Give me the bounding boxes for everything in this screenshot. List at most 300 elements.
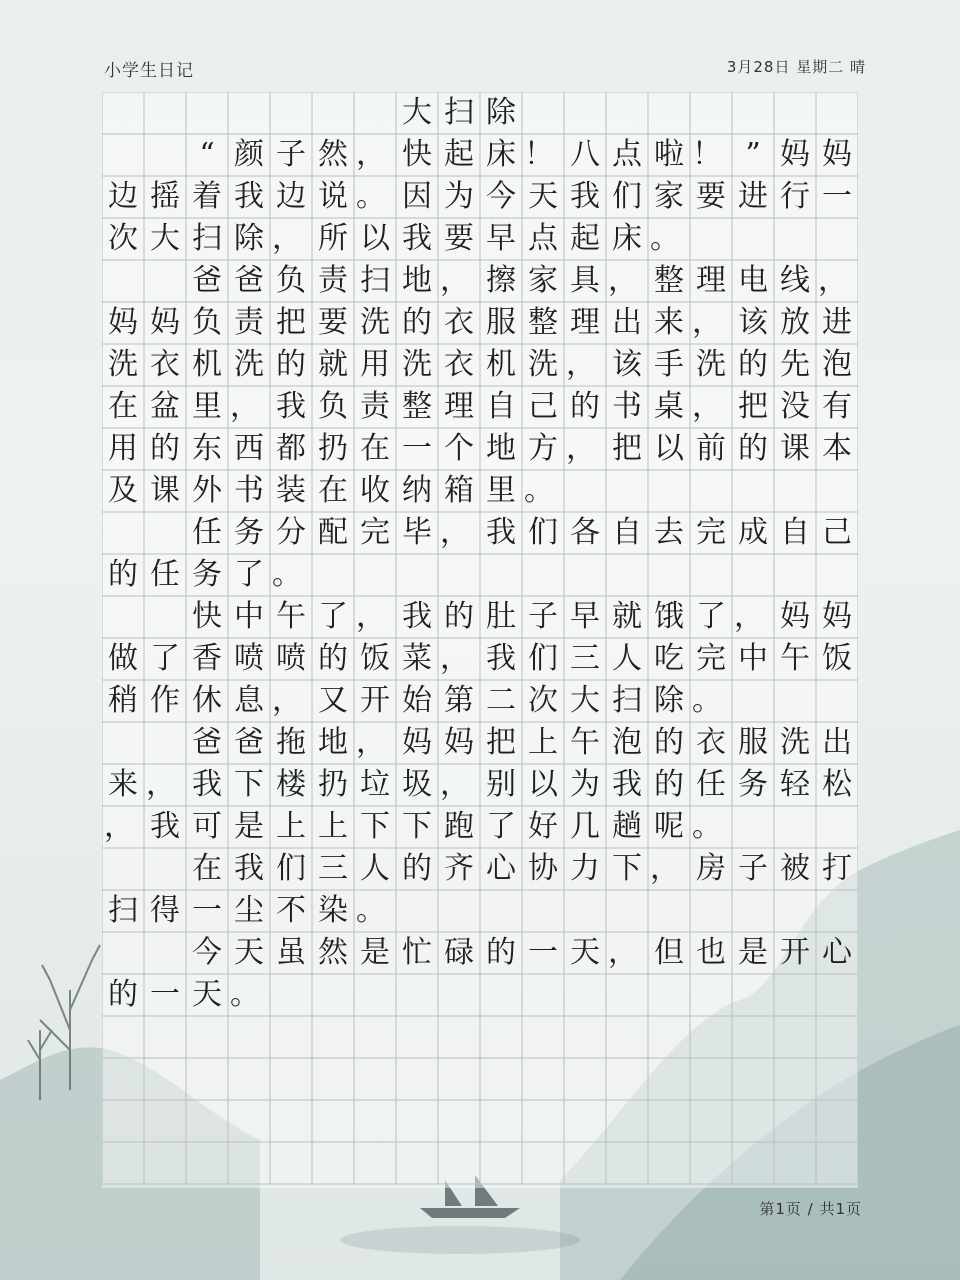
- essay-char: 泡: [612, 725, 642, 760]
- essay-char: 的: [108, 557, 138, 592]
- essay-char: 纳: [402, 473, 432, 508]
- essay-char: 及: [108, 473, 138, 508]
- essay-char: 们: [276, 851, 306, 886]
- essay-char: ，: [650, 851, 680, 886]
- essay-char: 务: [192, 557, 222, 592]
- essay-char: 们: [612, 179, 642, 214]
- essay-char: 边: [108, 179, 138, 214]
- essay-char: 休: [192, 683, 222, 718]
- essay-char: 一: [192, 893, 222, 928]
- essay-char: 成: [738, 515, 768, 550]
- essay-char: 爸: [192, 725, 222, 760]
- essay-char: 做: [108, 641, 138, 676]
- essay-char: 。: [650, 221, 680, 256]
- essay-char: 下: [234, 767, 264, 802]
- essay-char: ，: [818, 263, 848, 298]
- essay-char: 妈: [150, 305, 180, 340]
- essay-char: ，: [692, 305, 722, 340]
- essay-char: 八: [570, 137, 600, 172]
- essay-char: 来: [654, 305, 684, 340]
- essay-char: 洗: [780, 725, 810, 760]
- essay-char: 任: [150, 557, 180, 592]
- essay-char: 要: [444, 221, 474, 256]
- title-char: 扫: [444, 95, 474, 130]
- essay-char: 别: [486, 767, 516, 802]
- essay-char: 起: [444, 137, 474, 172]
- essay-char: 妈: [402, 725, 432, 760]
- essay-char: 先: [780, 347, 810, 382]
- essay-char: 天: [528, 179, 558, 214]
- essay-char: ，: [272, 221, 302, 256]
- essay-char: 自: [780, 515, 810, 550]
- essay-char: 第: [444, 683, 474, 718]
- essay-char: 用: [108, 431, 138, 466]
- essay-char: 们: [528, 641, 558, 676]
- essay-char: 没: [780, 389, 810, 424]
- essay-char: 今: [486, 179, 516, 214]
- essay-char: 的: [738, 431, 768, 466]
- essay-char: 一: [150, 977, 180, 1012]
- essay-char: 忙: [402, 935, 432, 970]
- essay-char: 心: [486, 851, 516, 886]
- essay-char: 服: [486, 305, 516, 340]
- essay-char: 子: [738, 851, 768, 886]
- essay-char: ，: [356, 137, 386, 172]
- essay-char: 的: [402, 305, 432, 340]
- essay-char: 二: [486, 683, 516, 718]
- essay-char: 装: [276, 473, 306, 508]
- essay-char: 地: [318, 725, 348, 760]
- essay-char: 床: [612, 221, 642, 256]
- essay-char: 整: [528, 305, 558, 340]
- essay-char: 开: [780, 935, 810, 970]
- essay-char: 子: [528, 599, 558, 634]
- essay-char: 了: [318, 599, 348, 634]
- essay-char: ，: [692, 389, 722, 424]
- essay-char: 衣: [696, 725, 726, 760]
- essay-char: 该: [612, 347, 642, 382]
- essay-char: 我: [402, 221, 432, 256]
- essay-char: 我: [234, 851, 264, 886]
- essay-char: 扔: [318, 767, 348, 802]
- essay-char: 了: [696, 599, 726, 634]
- essay-char: 吃: [654, 641, 684, 676]
- essay-char: 得: [150, 893, 180, 928]
- essay-char: ！: [692, 137, 722, 172]
- essay-char: ，: [356, 599, 386, 634]
- essay-char: 负: [192, 305, 222, 340]
- essay-char: 了: [150, 641, 180, 676]
- essay-char: 打: [822, 851, 852, 886]
- essay-char: “: [199, 137, 215, 172]
- essay-char: 在: [318, 473, 348, 508]
- essay-char: 洗: [108, 347, 138, 382]
- essay-char: 的: [654, 767, 684, 802]
- essay-char: 务: [738, 767, 768, 802]
- essay-char: 饭: [360, 641, 390, 676]
- essay-char: ，: [356, 725, 386, 760]
- essay-char: 因: [402, 179, 432, 214]
- essay-char: ，: [272, 683, 302, 718]
- essay-char: 次: [108, 221, 138, 256]
- essay-char: 快: [192, 599, 222, 634]
- essay-char: 三: [318, 851, 348, 886]
- essay-char: 一: [402, 431, 432, 466]
- essay-char: 各: [570, 515, 600, 550]
- essay-char: 洗: [234, 347, 264, 382]
- essay-char: 尘: [234, 893, 264, 928]
- essay-char: 进: [822, 305, 852, 340]
- essay-char: 心: [822, 935, 852, 970]
- essay-char: ！: [524, 137, 554, 172]
- essay-char: 妈: [780, 137, 810, 172]
- essay-char: 放: [780, 305, 810, 340]
- essay-char: 都: [276, 431, 306, 466]
- essay-char: 服: [738, 725, 768, 760]
- essay-char: 手: [654, 347, 684, 382]
- essay-char: 好: [528, 809, 558, 844]
- essay-char: 把: [612, 431, 642, 466]
- essay-char: 上: [318, 809, 348, 844]
- essay-char: ，: [566, 347, 596, 382]
- essay-char: 负: [276, 263, 306, 298]
- essay-char: 的: [150, 431, 180, 466]
- essay-char: 要: [696, 179, 726, 214]
- essay-char: 天: [570, 935, 600, 970]
- water-reflection: [340, 1226, 580, 1254]
- essay-char: 机: [486, 347, 516, 382]
- essay-char: 出: [822, 725, 852, 760]
- essay-char: ，: [608, 263, 638, 298]
- essay-char: 己: [528, 389, 558, 424]
- essay-char: 线: [780, 263, 810, 298]
- essay-char: 洗: [360, 305, 390, 340]
- essay-char: 下: [612, 851, 642, 886]
- essay-char: 但: [654, 935, 684, 970]
- essay-char: 有: [822, 389, 852, 424]
- essay-char: 颜: [234, 137, 264, 172]
- essay-char: 。: [692, 683, 722, 718]
- essay-char: 课: [780, 431, 810, 466]
- essay-char: 人: [612, 641, 642, 676]
- header-title: 小学生日记: [104, 61, 194, 81]
- essay-char: 把: [276, 305, 306, 340]
- essay-char: 。: [230, 977, 260, 1012]
- essay-char: 在: [192, 851, 222, 886]
- essay-char: 盆: [150, 389, 180, 424]
- essay-char: 的: [108, 977, 138, 1012]
- essay-char: 的: [570, 389, 600, 424]
- essay-char: 肚: [486, 599, 516, 634]
- essay-char: 爸: [234, 725, 264, 760]
- essay-char: 力: [570, 851, 600, 886]
- essay-char: 下: [360, 809, 390, 844]
- essay-char: 稍: [108, 683, 138, 718]
- essay-char: 妈: [780, 599, 810, 634]
- essay-char: ，: [104, 809, 134, 844]
- essay-char: 香: [192, 641, 222, 676]
- essay-char: 方: [528, 431, 558, 466]
- essay-char: 桌: [654, 389, 684, 424]
- header-date-weather: 3月28日 星期二 晴: [726, 58, 866, 76]
- essay-char: 扫: [108, 893, 138, 928]
- essay-char: 天: [192, 977, 222, 1012]
- essay-char: 饿: [654, 599, 684, 634]
- essay-char: 扫: [192, 221, 222, 256]
- essay-char: 书: [234, 473, 264, 508]
- essay-char: 几: [570, 809, 600, 844]
- essay-char: 自: [612, 515, 642, 550]
- essay-char: 扔: [318, 431, 348, 466]
- essay-char: 理: [570, 305, 600, 340]
- essay-char: 大: [150, 221, 180, 256]
- essay-char: 具: [570, 263, 600, 298]
- essay-char: 的: [654, 725, 684, 760]
- essay-char: 一: [822, 179, 852, 214]
- essay-char: 为: [570, 767, 600, 802]
- essay-char: 箱: [444, 473, 474, 508]
- essay-char: 是: [360, 935, 390, 970]
- page-number: 第1页 / 共1页: [759, 1200, 862, 1218]
- essay-char: 啦: [654, 137, 684, 172]
- essay-char: 把: [486, 725, 516, 760]
- essay-char: 午: [780, 641, 810, 676]
- essay-char: 是: [234, 809, 264, 844]
- essay-char: 又: [318, 683, 348, 718]
- essay-char: 的: [444, 599, 474, 634]
- essay-char: 一: [528, 935, 558, 970]
- essay-char: 衣: [150, 347, 180, 382]
- essay-char: 午: [276, 599, 306, 634]
- essay-char: 己: [822, 515, 852, 550]
- essay-char: 任: [192, 515, 222, 550]
- essay-char: 了: [234, 557, 264, 592]
- essay-char: 跑: [444, 809, 474, 844]
- essay-char: 在: [360, 431, 390, 466]
- essay-char: ，: [230, 389, 260, 424]
- essay-char: 完: [696, 641, 726, 676]
- essay-char: 今: [192, 935, 222, 970]
- essay-char: 的: [738, 347, 768, 382]
- essay-char: 边: [276, 179, 306, 214]
- grid-paper: [102, 92, 858, 1188]
- essay-char: 。: [524, 473, 554, 508]
- essay-char: 外: [192, 473, 222, 508]
- essay-char: 房: [696, 851, 726, 886]
- essay-char: 妈: [444, 725, 474, 760]
- essay-char: 开: [360, 683, 390, 718]
- essay-char: 了: [486, 809, 516, 844]
- essay-char: 虽: [276, 935, 306, 970]
- essay-char: 。: [692, 809, 722, 844]
- essay-char: 洗: [696, 347, 726, 382]
- essay-char: 要: [318, 305, 348, 340]
- essay-char: 自: [486, 389, 516, 424]
- essay-char: 然: [318, 137, 348, 172]
- essay-char: 地: [486, 431, 516, 466]
- essay-char: 齐: [444, 851, 474, 886]
- essay-char: 出: [612, 305, 642, 340]
- essay-char: 我: [570, 179, 600, 214]
- essay-char: 不: [276, 893, 306, 928]
- essay-char: 洗: [528, 347, 558, 382]
- essay-char: 。: [356, 179, 386, 214]
- essay-char: 衣: [444, 305, 474, 340]
- essay-char: 说: [318, 179, 348, 214]
- essay-char: 始: [402, 683, 432, 718]
- essay-char: 行: [780, 179, 810, 214]
- essay-char: 是: [738, 935, 768, 970]
- essay-char: 课: [150, 473, 180, 508]
- essay-char: 点: [528, 221, 558, 256]
- title-char: 大: [402, 95, 432, 130]
- essay-char: 进: [738, 179, 768, 214]
- essay-char: 去: [654, 515, 684, 550]
- essay-char: 任: [696, 767, 726, 802]
- essay-char: 早: [570, 599, 600, 634]
- essay-char: 配: [318, 515, 348, 550]
- essay-char: 点: [612, 137, 642, 172]
- essay-char: 家: [528, 263, 558, 298]
- essay-char: 里: [486, 473, 516, 508]
- essay-char: 我: [276, 389, 306, 424]
- essay-char: 轻: [780, 767, 810, 802]
- essay-text: [102, 92, 858, 1188]
- essay-char: 机: [192, 347, 222, 382]
- essay-char: 息: [234, 683, 264, 718]
- essay-char: 理: [696, 263, 726, 298]
- essay-char: 楼: [276, 767, 306, 802]
- essay-char: 所: [318, 221, 348, 256]
- essay-char: 喷: [234, 641, 264, 676]
- essay-char: 垃: [360, 767, 390, 802]
- essay-char: 然: [318, 935, 348, 970]
- essay-char: 书: [612, 389, 642, 424]
- essay-char: 床: [486, 137, 516, 172]
- essay-char: 协: [528, 851, 558, 886]
- essay-char: 个: [444, 431, 474, 466]
- essay-char: 。: [272, 557, 302, 592]
- essay-char: 衣: [444, 347, 474, 382]
- essay-char: 趟: [612, 809, 642, 844]
- essay-char: 除: [654, 683, 684, 718]
- essay-char: 拖: [276, 725, 306, 760]
- essay-char: 除: [234, 221, 264, 256]
- essay-char: ”: [745, 137, 761, 172]
- essay-char: 我: [150, 809, 180, 844]
- essay-char: ，: [566, 431, 596, 466]
- essay-char: 扫: [612, 683, 642, 718]
- essay-char: 以: [654, 431, 684, 466]
- essay-char: 饭: [822, 641, 852, 676]
- essay-char: 妈: [822, 137, 852, 172]
- essay-char: 分: [276, 515, 306, 550]
- essay-char: 负: [318, 389, 348, 424]
- essay-char: 前: [696, 431, 726, 466]
- essay-char: 松: [822, 767, 852, 802]
- essay-char: 被: [780, 851, 810, 886]
- essay-char: 快: [402, 137, 432, 172]
- essay-char: 人: [360, 851, 390, 886]
- essay-char: 责: [234, 305, 264, 340]
- essay-char: 下: [402, 809, 432, 844]
- essay-char: ，: [608, 935, 638, 970]
- essay-char: 子: [276, 137, 306, 172]
- essay-char: ，: [440, 263, 470, 298]
- essay-char: 午: [570, 725, 600, 760]
- essay-char: 务: [234, 515, 264, 550]
- essay-char: 就: [612, 599, 642, 634]
- essay-char: 洗: [402, 347, 432, 382]
- essay-char: ，: [440, 641, 470, 676]
- essay-char: 责: [318, 263, 348, 298]
- essay-char: 中: [738, 641, 768, 676]
- essay-char: 家: [654, 179, 684, 214]
- essay-char: 的: [318, 641, 348, 676]
- essay-char: 的: [276, 347, 306, 382]
- essay-char: 可: [192, 809, 222, 844]
- essay-char: 整: [654, 263, 684, 298]
- title-char: 除: [486, 95, 516, 130]
- essay-char: 爸: [234, 263, 264, 298]
- essay-char: 碌: [444, 935, 474, 970]
- essay-char: 用: [360, 347, 390, 382]
- essay-char: 我: [486, 641, 516, 676]
- essay-char: 整: [402, 389, 432, 424]
- essay-char: 的: [402, 851, 432, 886]
- essay-char: ，: [440, 767, 470, 802]
- essay-char: 妈: [822, 599, 852, 634]
- essay-char: 大: [570, 683, 600, 718]
- essay-char: 我: [612, 767, 642, 802]
- essay-char: 把: [738, 389, 768, 424]
- essay-char: 以: [360, 221, 390, 256]
- essay-char: 上: [276, 809, 306, 844]
- essay-char: 理: [444, 389, 474, 424]
- essay-char: 作: [150, 683, 180, 718]
- essay-char: 毕: [402, 515, 432, 550]
- essay-char: 完: [696, 515, 726, 550]
- essay-char: 中: [234, 599, 264, 634]
- essay-char: 来: [108, 767, 138, 802]
- essay-char: 该: [738, 305, 768, 340]
- essay-char: 我: [402, 599, 432, 634]
- essay-char: ，: [734, 599, 764, 634]
- essay-char: ，: [440, 515, 470, 550]
- essay-char: 早: [486, 221, 516, 256]
- essay-char: 泡: [822, 347, 852, 382]
- essay-char: 责: [360, 389, 390, 424]
- essay-char: 电: [738, 263, 768, 298]
- essay-char: 本: [822, 431, 852, 466]
- essay-char: 染: [318, 893, 348, 928]
- essay-char: 西: [234, 431, 264, 466]
- essay-char: 上: [528, 725, 558, 760]
- essay-char: 起: [570, 221, 600, 256]
- essay-char: 着: [192, 179, 222, 214]
- essay-char: 们: [528, 515, 558, 550]
- essay-char: 收: [360, 473, 390, 508]
- essay-char: 扫: [360, 263, 390, 298]
- essay-char: 完: [360, 515, 390, 550]
- essay-char: 在: [108, 389, 138, 424]
- essay-char: 东: [192, 431, 222, 466]
- essay-char: 我: [486, 515, 516, 550]
- essay-char: 我: [234, 179, 264, 214]
- essay-char: 里: [192, 389, 222, 424]
- essay-char: 。: [356, 893, 386, 928]
- essay-char: 也: [696, 935, 726, 970]
